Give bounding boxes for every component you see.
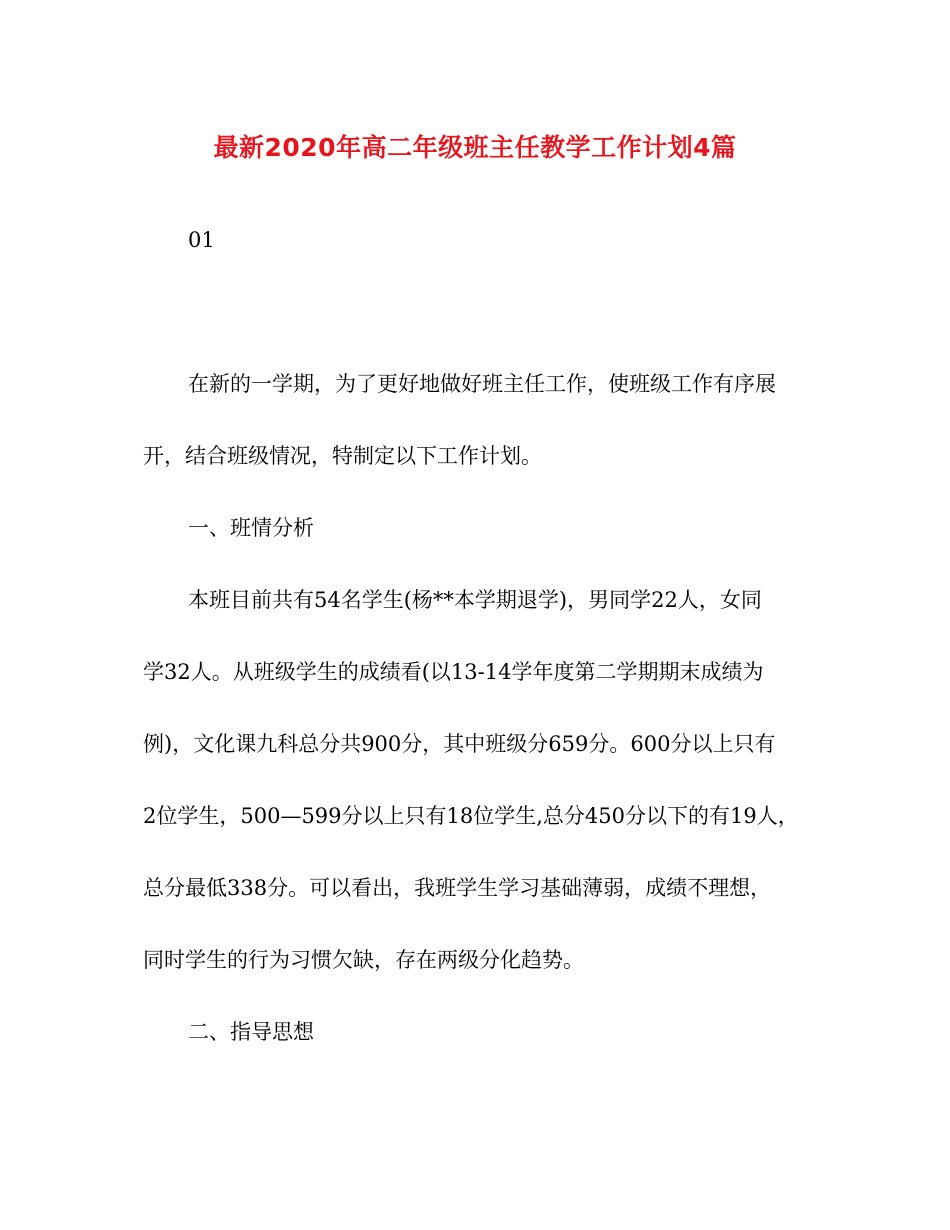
heading-class-analysis: 一、班情分析	[188, 516, 314, 540]
analysis-line-4: 2位学生，500—599分以上只有18位学生,总分450分以下的有19人，	[143, 804, 799, 828]
section-number: 01	[188, 228, 215, 252]
analysis-line-5: 总分最低338分。可以看出，我班学生学习基础薄弱，成绩不理想，	[143, 876, 772, 900]
document-title: 最新2020年高二年级班主任教学工作计划4篇	[213, 133, 737, 162]
analysis-line-3: 例)，文化课九科总分共900分，其中班级分659分。600分以上只有	[143, 732, 776, 756]
analysis-line-1: 本班目前共有54名学生(杨**本学期退学)，男同学22人，女同	[188, 588, 762, 612]
heading-guiding-idea: 二、指导思想	[188, 1020, 314, 1044]
intro-line-2: 开，结合班级情况，特制定以下工作计划。	[143, 444, 542, 468]
analysis-line-2: 学32人。从班级学生的成绩看(以13-14学年度第二学期期末成绩为	[143, 660, 764, 684]
analysis-line-6: 同时学生的行为习惯欠缺，存在两级分化趋势。	[143, 948, 584, 972]
intro-line-1: 在新的一学期，为了更好地做好班主任工作，使班级工作有序展	[188, 372, 776, 396]
